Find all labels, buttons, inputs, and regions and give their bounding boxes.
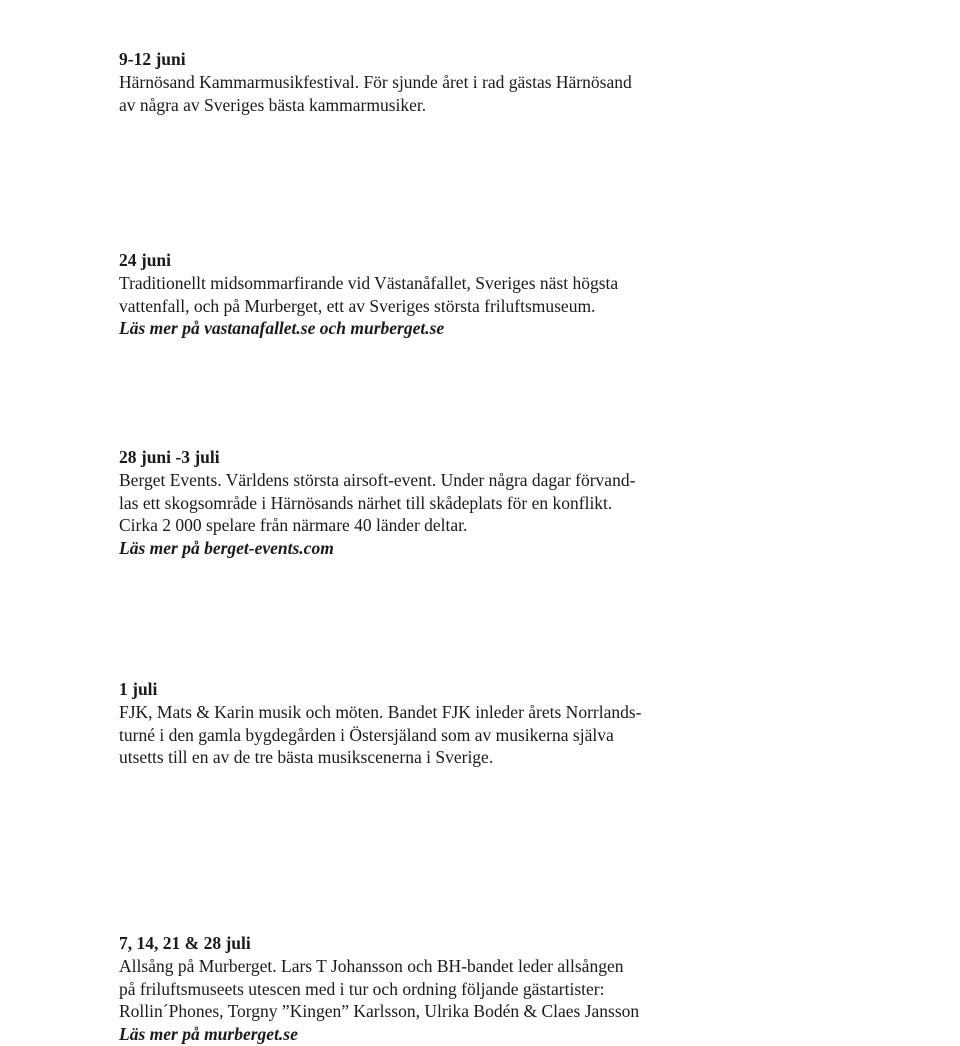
read-more-link[interactable]: Läs mer på berget-events.com	[119, 538, 334, 559]
event-description-line: av några av Sveriges bästa kammarmusiker.	[119, 94, 427, 115]
event-description-line: vattenfall, och på Murberget, ett av Sveriges största friluftsmuseum.	[119, 295, 596, 316]
event-description-line: las ett skogsområde i Härnösands närhet till skådeplats för en konflikt.	[119, 492, 613, 513]
event-description-line: Traditionellt midsommarfirande vid Västanåfallet, Sveriges näst högsta	[119, 272, 619, 293]
event-date: 28 juni -3 juli	[119, 447, 220, 467]
event-date: 9-12 juni	[119, 49, 186, 69]
event-description-line: turné i den gamla bygdegården i Östersjäland som av musikerna själva	[119, 724, 614, 745]
event-description-line: på friluftsmuseets utescen med i tur och ordning följande gästartister:	[119, 978, 605, 999]
event-date: 1 juli	[119, 679, 158, 699]
event-date: 7, 14, 21 & 28 juli	[119, 933, 251, 953]
event-description-line: FJK, Mats & Karin musik och möten. Bandet FJK inleder årets Norrlands-	[119, 701, 642, 722]
event-description-line: Cirka 2 000 spelare från närmare 40 länder deltar.	[119, 515, 468, 536]
event-entry	[119, 249, 719, 340]
read-more-link[interactable]: Läs mer på murberget.se	[119, 1024, 298, 1045]
read-more-link[interactable]: Läs mer på vastanafallet.se och murberget.se	[119, 318, 445, 339]
event-description-line: utsetts till en av de tre bästa musikscenerna i Sverige.	[119, 747, 494, 768]
event-description-line: Allsång på Murberget. Lars T Johansson och BH-bandet leder allsången	[119, 955, 624, 976]
event-description-line: Berget Events. Världens största airsoft-event. Under några dagar förvand-	[119, 469, 636, 490]
event-entry	[119, 932, 719, 1046]
event-description-line: Rollin´Phones, Torgny ”Kingen” Karlsson, Ulrika Bodén & Claes Jansson	[119, 1001, 640, 1022]
event-description-line: Härnösand Kammarmusikfestival. För sjunde året i rad gästas Härnösand	[119, 71, 632, 92]
event-entry	[119, 678, 719, 769]
event-date: 24 juni	[119, 250, 172, 270]
event-entry	[119, 48, 719, 116]
event-entry	[119, 446, 719, 560]
